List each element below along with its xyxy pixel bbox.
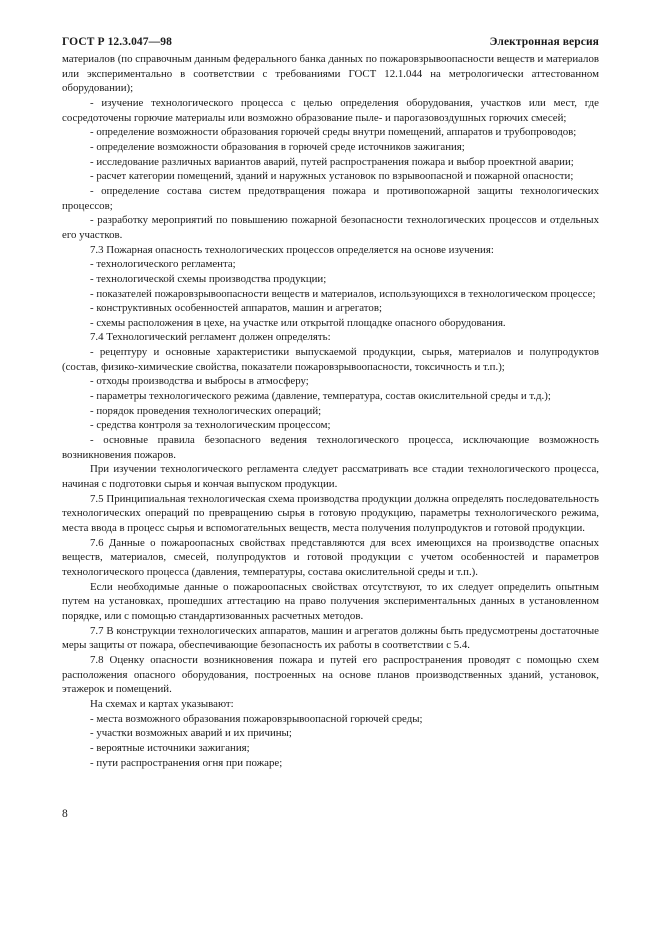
paragraph: - определение возможности образования горючей среды внутри помещений, аппаратов и трубопроводов; [90, 126, 577, 139]
paragraph: 7.3 Пожарная опасность технологических процессов определяется на основе изучения: [90, 243, 494, 256]
paragraph: - технологической схемы производства продукции; [90, 272, 327, 285]
paragraph: 7.4 Технологический регламент должен определять: [90, 331, 331, 344]
paragraph: - параметры технологического режима (давление, температура, состав окислительной среды и т.д.); [90, 390, 551, 403]
paragraph: 7.6 Данные о пожароопасных свойствах представляются для всех имеющихся на производстве опасных веществ, материалов, смесей, полупродуктов и готовой продукции с учетом особенностей и параметров технологического процесса (давления, температуры, состава окислительной среды и т.п.). [62, 536, 599, 578]
paragraph: На схемах и картах указывают: [90, 697, 234, 710]
paragraph: - вероятные источники зажигания; [90, 741, 250, 754]
paragraph: Если необходимые данные о пожароопасных свойствах отсутствуют, то их следует определить опытным путем на установках, прошедших аттестацию на право получения экспериментальных данных в установленном порядке, или с помощью стандартизованных расчетных методов. [62, 580, 599, 622]
paragraph: - средства контроля за технологическим процессом; [90, 419, 331, 432]
page-number: 8 [62, 808, 68, 820]
paragraph: - рецептуру и основные характеристики выпускаемой продукции, сырья, материалов и полупродуктов (состав, физико-химические свойства, показатели пожаровзрывоопасности, токсичность и т.п.); [62, 346, 599, 373]
paragraph: - конструктивных особенностей аппаратов, машин и агрегатов; [90, 302, 382, 315]
paragraph: - отходы производства и выбросы в атмосферу; [90, 375, 309, 388]
paragraph: 7.8 Оценку опасности возникновения пожара и путей его распространения проводят с помощью схем расположения опасного оборудования, построенных на основе планов производственных зданий, установок, этажерок и помещений. [62, 653, 599, 696]
paragraph: материалов (по справочным данным федерального банка данных по пожаровзрывоопасности веществ и материалов или экспериментально в соответствии с требованиями ГОСТ 12.1.044 на метрологически аттестованном оборудовании); [62, 53, 599, 95]
paragraph: - основные правила безопасного ведения технологического процесса, исключающие возможность возникновения пожаров. [62, 434, 599, 461]
paragraph: При изучении технологического регламента следует рассматривать все стадии технологического процесса, начиная с подготовки сырья и кончая выпуском продукции. [62, 463, 599, 491]
paragraph: 7.7 В конструкции технологических аппаратов, машин и агрегатов должны быть предусмотрены достаточные меры защиты от пожара, обеспечивающие безопасность их работы в соответствии с 5.4. [62, 624, 599, 652]
paragraph: - показателей пожаровзрывоопасности веществ и материалов, использующихся в технологическом процессе; [90, 287, 596, 300]
paragraph: - изучение технологического процесса с целью определения оборудования, участков или мест, где сосредоточены горючие материалы или возможно образование пыле- и парогазовоздушных горючих смесей; [62, 96, 599, 124]
paragraph: - расчет категории помещений, зданий и наружных установок по взрывоопасной и пожарной опасности; [90, 170, 574, 183]
document-body [62, 52, 599, 770]
standard-code: ГОСТ Р 12.3.047—98 [62, 36, 172, 48]
paragraph: - технологического регламента; [90, 258, 236, 271]
paragraph: - разработку мероприятий по повышению пожарной безопасности технологических процессов и отдельных его участков. [62, 214, 599, 241]
version-label: Электронная версия [489, 36, 599, 48]
paragraph: - исследование различных вариантов аварий, путей распространения пожара и выбор проектной аварии; [90, 155, 574, 168]
paragraph: - участки возможных аварий и их причины; [90, 727, 292, 740]
paragraph: - порядок проведения технологических операций; [90, 404, 322, 417]
paragraph: - схемы расположения в цехе, на участке или открытой площадке опасного оборудования. [90, 316, 506, 329]
paragraph: - определение состава систем предотвращения пожара и противопожарной защиты технологических процессов; [62, 184, 599, 212]
paragraph: - пути распространения огня при пожаре; [90, 756, 283, 769]
paragraph: - места возможного образования пожаровзрывоопасной горючей среды; [90, 712, 423, 725]
paragraph: 7.5 Принципиальная технологическая схема производства продукции должна определять последовательность технологических операций по превращению сырья в готовую продукцию, параметры технологического режима, места ввода в процесс сырья и вспомогательных веществ, места получения полупродуктов и готовой продукции. [62, 492, 599, 534]
paragraph: - определение возможности образования в горючей среде источников зажигания; [90, 140, 465, 153]
